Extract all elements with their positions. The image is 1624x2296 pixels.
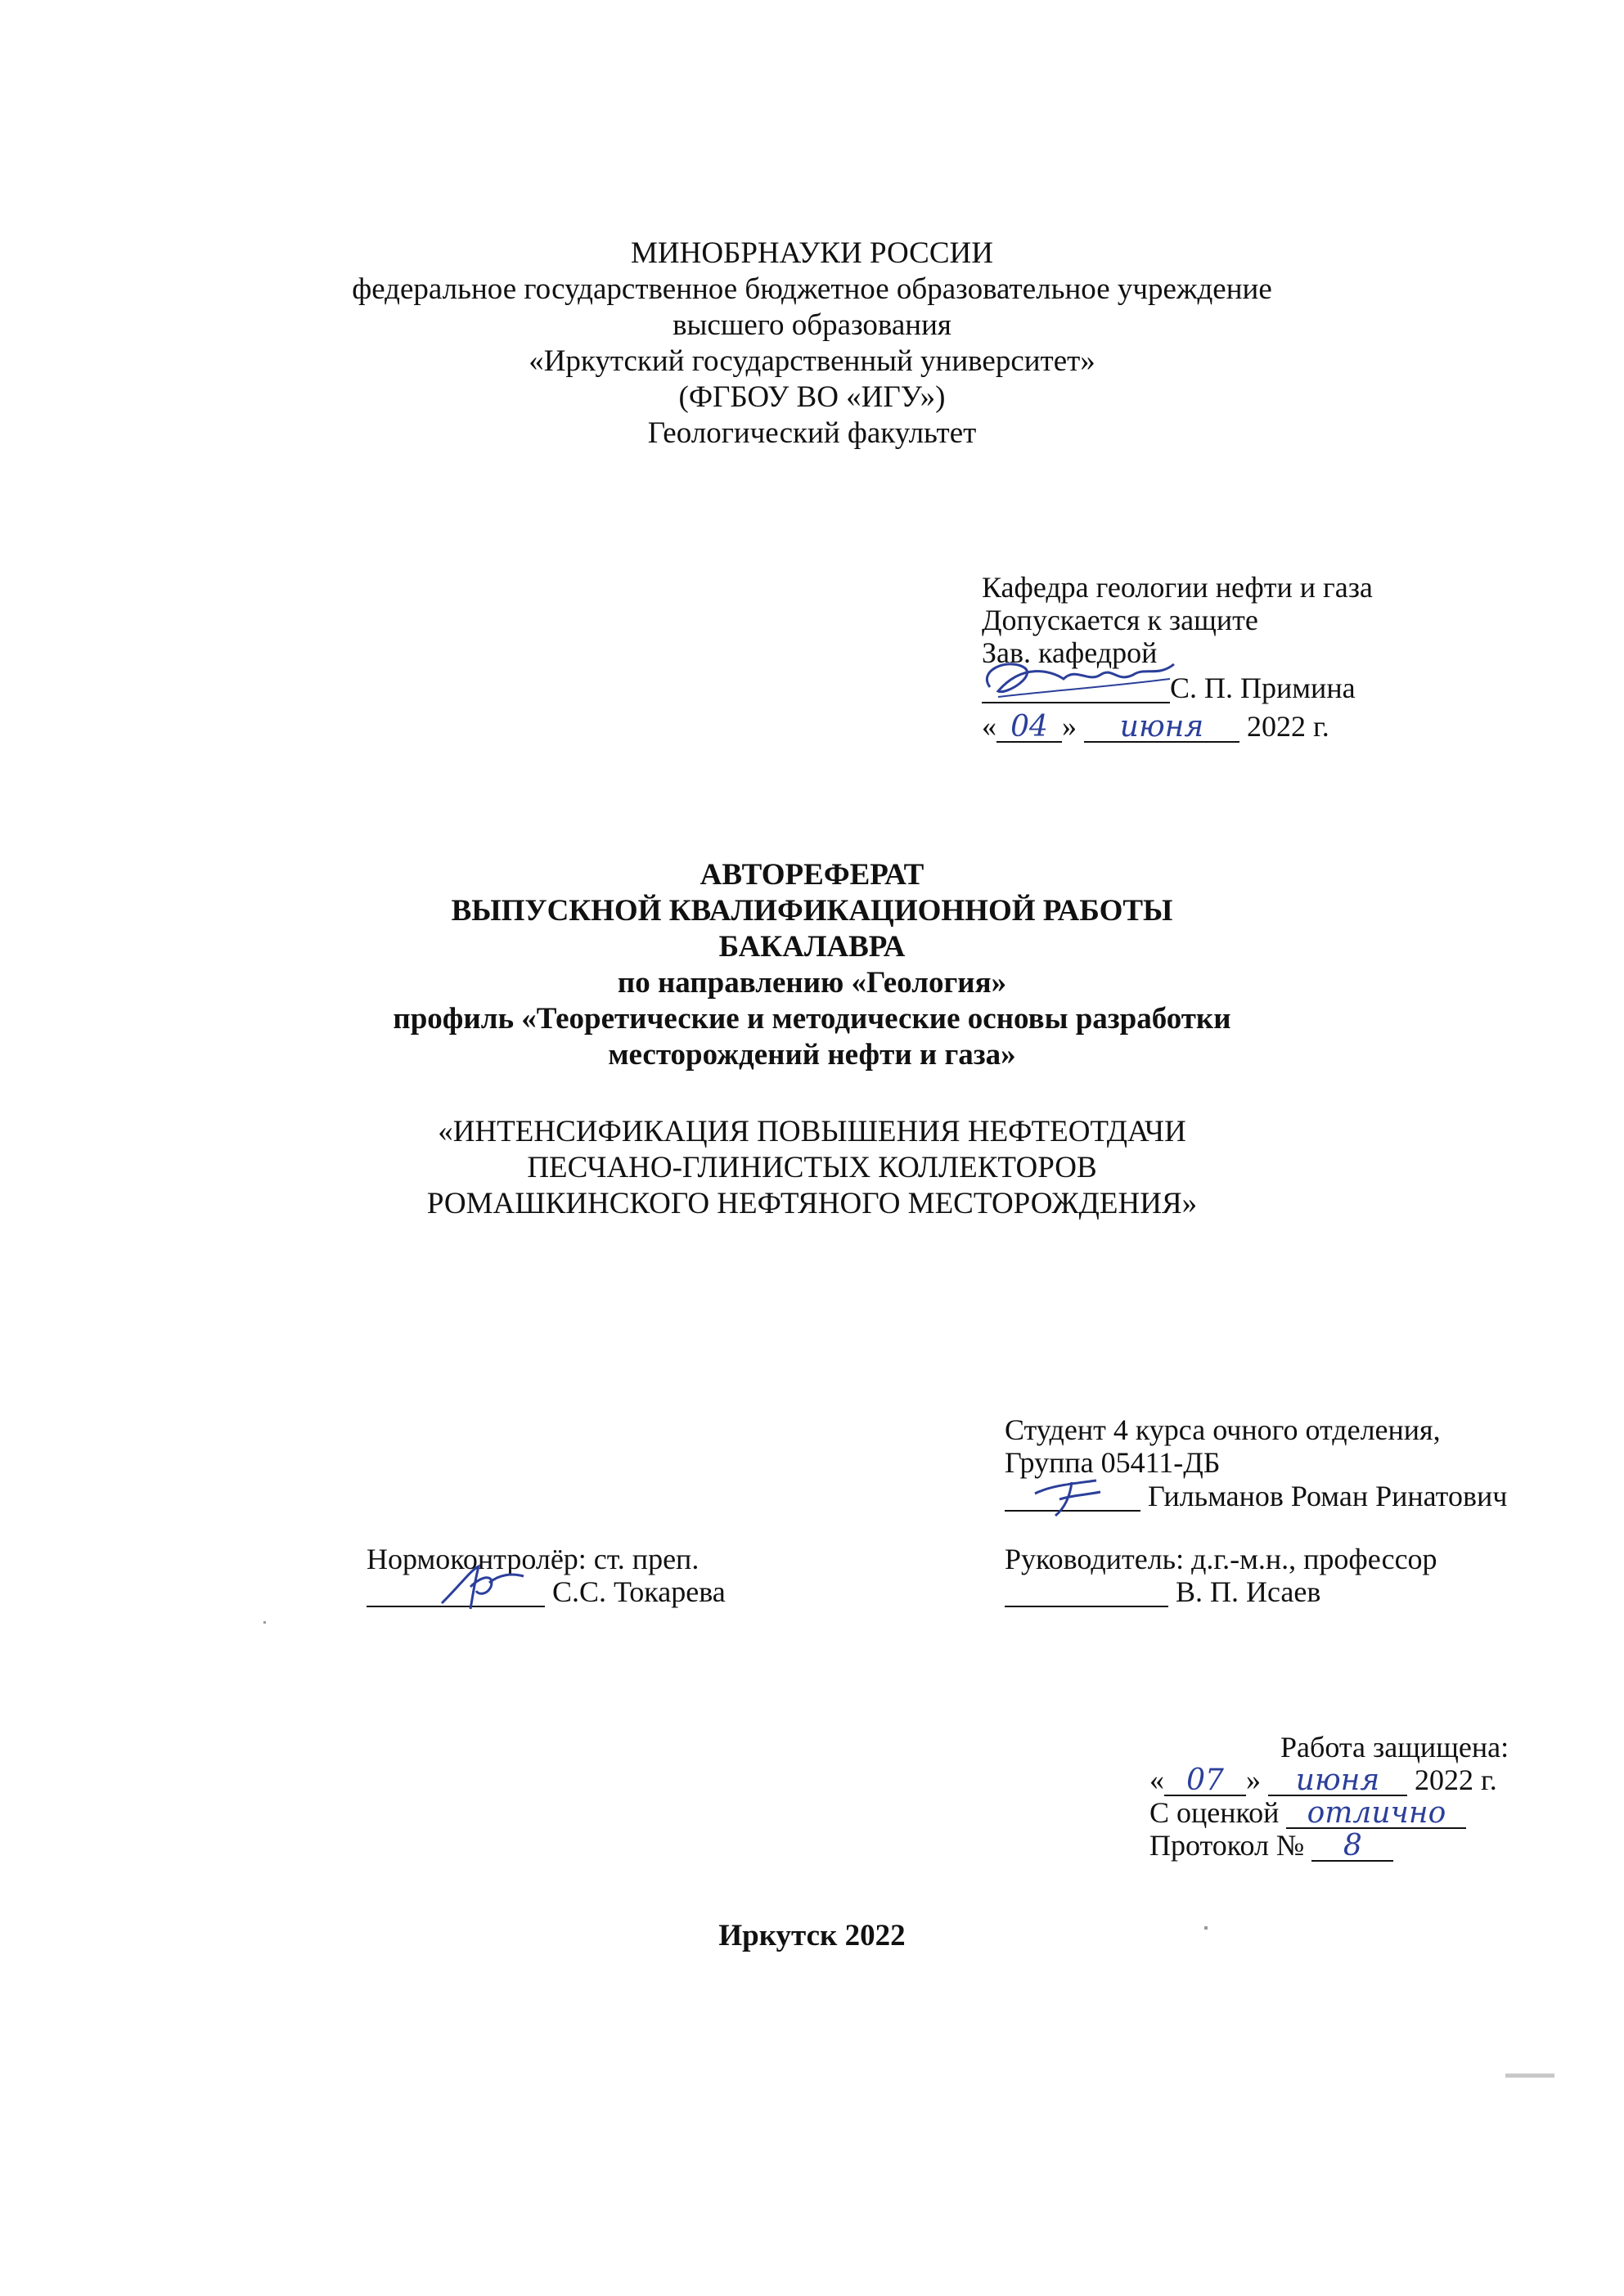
admission-label: Допускается к защите <box>982 604 1258 636</box>
topic-line-3: РОМАШКИНСКОГО НЕФТЯНОГО МЕСТОРОЖДЕНИЯ» <box>426 1187 1198 1220</box>
supervisor-name: В. П. Исаев <box>1176 1575 1321 1608</box>
approval-day: 04 <box>996 713 1062 743</box>
defense-label: Работа защищена: <box>1280 1731 1509 1764</box>
protocol-label: Протокол № <box>1149 1829 1305 1862</box>
approval-date: « 04 » июня 2022 г. <box>982 710 1329 744</box>
defense-date: « 07 » июня 2022 г. <box>1149 1764 1497 1797</box>
profile-line-2: месторождений нефти и газа» <box>608 1038 1016 1072</box>
student-course: Студент 4 курса очного отделения, <box>1005 1413 1441 1446</box>
normcontrol-signature <box>425 1558 540 1615</box>
department-name: Кафедра геологии нефти и газа <box>982 571 1373 604</box>
defense-month: июня <box>1268 1767 1407 1796</box>
degree: БАКАЛАВРА <box>718 930 906 964</box>
signature-blank <box>1005 1578 1168 1607</box>
topic-line-1: «ИНТЕНСИФИКАЦИЯ ПОВЫШЕНИЯ НЕФТЕОТДАЧИ <box>438 1115 1186 1148</box>
department-head-title: Зав. кафедрой <box>982 636 1158 669</box>
protocol-number: 8 <box>1311 1832 1393 1862</box>
normcontrol-title: Нормоконтролёр: ст. преп. <box>367 1543 700 1575</box>
institution-level: высшего образования <box>673 308 951 342</box>
grade-label: С оценкой <box>1149 1796 1280 1829</box>
profile-line-1: профиль «Теоретические и методические основы разработки <box>393 1002 1231 1036</box>
document-type: АВТОРЕФЕРАТ <box>700 858 924 892</box>
grade-value: отлично <box>1286 1800 1466 1829</box>
department-head-name: С. П. Примина <box>1170 672 1356 704</box>
normcontrol-name: С.С. Токарева <box>552 1575 726 1608</box>
university-name: «Иркутский государственный университет» <box>529 344 1095 378</box>
topic-block <box>0 1114 1624 1222</box>
scan-speck <box>1505 2074 1554 2078</box>
student-signature <box>1023 1471 1121 1520</box>
footer-block <box>0 1918 1624 1954</box>
defense-day: 07 <box>1164 1767 1246 1796</box>
normcontrol-signature-line <box>367 1575 726 1609</box>
defense-grade-line <box>1149 1795 1466 1830</box>
header-block <box>0 236 1624 452</box>
scan-speck <box>1204 1926 1208 1930</box>
defense-year: 2022 г. <box>1415 1764 1497 1796</box>
supervisor-signature-line <box>1005 1575 1320 1609</box>
institution-type: федеральное государственное бюджетное образовательное учреждение <box>352 272 1272 306</box>
work-type: ВЫПУСКНОЙ КВАЛИФИКАЦИОННОЙ РАБОТЫ <box>451 894 1173 928</box>
student-group: Группа 05411-ДБ <box>1005 1446 1221 1479</box>
approval-year: 2022 г. <box>1247 710 1329 743</box>
department-head-signature <box>974 646 1186 712</box>
faculty-name: Геологический факультет <box>647 416 977 450</box>
approval-month: июня <box>1084 713 1239 743</box>
title-block <box>0 857 1624 1073</box>
supervisor-title: Руководитель: д.г.-м.н., профессор <box>1005 1543 1437 1575</box>
city-year: Иркутск 2022 <box>718 1919 906 1952</box>
student-name: Гильманов Роман Ринатович <box>1148 1480 1508 1512</box>
protocol-line <box>1149 1828 1393 1862</box>
ministry-name: МИНОБРНАУКИ РОССИИ <box>631 236 993 270</box>
topic-line-2: ПЕСЧАНО-ГЛИНИСТЫХ КОЛЛЕКТОРОВ <box>527 1151 1097 1184</box>
direction: по направлению «Геология» <box>617 966 1007 1000</box>
scan-speck <box>263 1621 266 1624</box>
university-abbreviation: (ФГБОУ ВО «ИГУ») <box>678 380 946 414</box>
